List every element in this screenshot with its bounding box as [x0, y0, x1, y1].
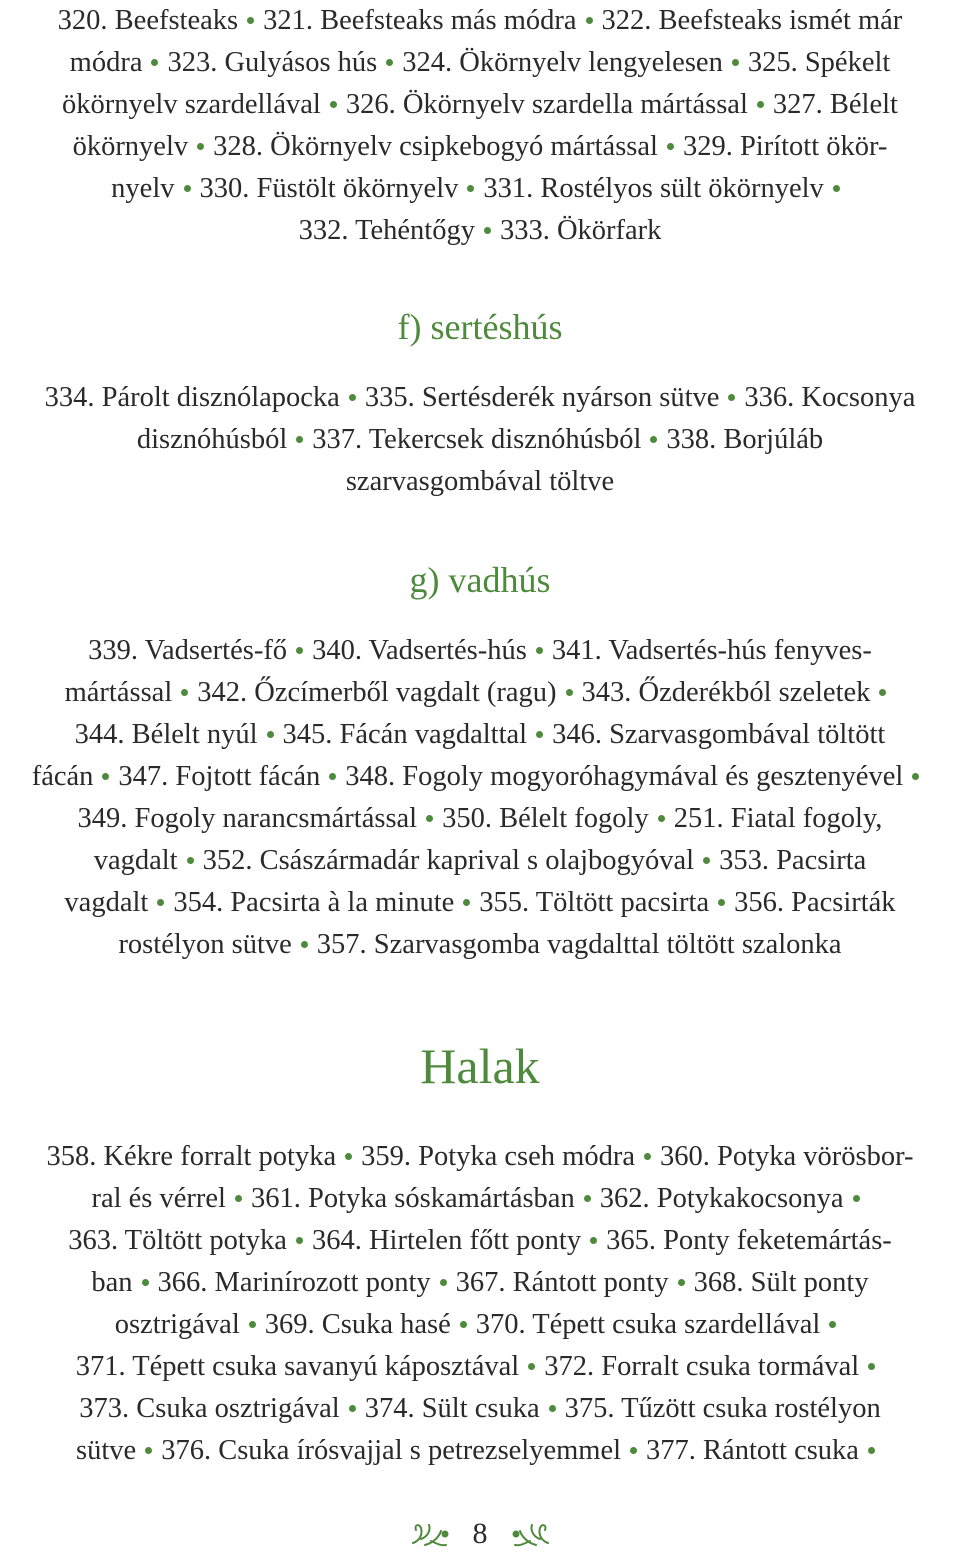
bullet-dot-icon: [667, 143, 674, 150]
recipe-item-text: 370. Tépett csuka szardellával: [475, 1309, 821, 1340]
bullet-dot-icon: [330, 101, 337, 108]
bullet-dot-icon: [329, 773, 336, 780]
recipe-item-text: 329. Pirított ökör-: [682, 131, 888, 162]
recipe-item-text: 336. Kocsonya: [744, 382, 916, 413]
bullet-dot-icon: [235, 1195, 242, 1202]
recipe-item-text: 349. Fogoly narancsmártással: [77, 803, 418, 834]
bullet-dot-icon: [249, 1321, 256, 1328]
recipe-item-text: 348. Fogoly mogyoróhagymával és gesztenyével: [345, 761, 904, 792]
recipe-item-text: 361. Potyka sóskamártásban: [250, 1183, 575, 1214]
text-line: [0, 1178, 960, 1220]
recipe-item-text: 325. Spékelt: [747, 47, 891, 78]
recipe-item-text: 343. Őzderékból szeletek: [581, 677, 871, 708]
recipe-item-text: vagdalt: [93, 845, 178, 876]
text-line: [0, 924, 960, 966]
bullet-dot-icon: [463, 899, 470, 906]
recipe-item-text: vagdalt: [64, 887, 149, 918]
text-line: [0, 714, 960, 756]
bullet-dot-icon: [460, 1321, 467, 1328]
recipe-item-text: 340. Vadsertés-hús: [312, 635, 527, 666]
bullet-dot-icon: [703, 857, 710, 864]
recipe-item-text: 346. Szarvasgombával töltött: [552, 719, 886, 750]
bullet-dot-icon: [829, 1321, 836, 1328]
recipe-item-text: 345. Fácán vagdalttal: [282, 719, 528, 750]
text-line: [0, 1220, 960, 1262]
recipe-item-text: szarvasgombával töltve: [345, 466, 615, 497]
recipe-item-text: 322. Beefsteaks ismét már: [601, 5, 903, 36]
recipe-item-text: disznóhúsból: [136, 424, 288, 455]
recipe-item-text: 354. Pacsirta à la minute: [173, 887, 455, 918]
text-line: [0, 756, 960, 798]
bullet-dot-icon: [296, 1237, 303, 1244]
recipe-item-text: rostélyon sütve: [118, 929, 292, 960]
recipe-item-text: 353. Pacsirta: [719, 845, 867, 876]
bullet-dot-icon: [650, 436, 657, 443]
recipe-item-text: 366. Marinírozott ponty: [157, 1267, 431, 1298]
bullet-dot-icon: [868, 1363, 875, 1370]
bullet-dot-icon: [296, 436, 303, 443]
recipe-item-text: 359. Potyka cseh módra: [361, 1141, 635, 1172]
bullet-dot-icon: [757, 101, 764, 108]
text-line: [0, 0, 960, 42]
bullet-dot-icon: [102, 773, 109, 780]
recipe-item-text: nyelv: [111, 173, 175, 204]
recipe-item-text: 327. Bélelt: [772, 89, 898, 120]
text-line: [0, 1430, 960, 1472]
recipe-item-text: 372. Forralt csuka tormával: [544, 1351, 860, 1382]
text-line: [0, 1388, 960, 1430]
bullet-dot-icon: [151, 59, 158, 66]
recipe-item-text: 324. Ökörnyelv lengyelesen: [402, 47, 723, 78]
bullet-dot-icon: [879, 689, 886, 696]
recipe-item-text: 323. Gulyásos hús: [167, 47, 378, 78]
recipe-item-text: 363. Töltött potyka: [68, 1225, 287, 1256]
text-line: [0, 377, 960, 419]
text-line: [0, 882, 960, 924]
text-line: [0, 461, 960, 503]
bullet-dot-icon: [157, 899, 164, 906]
section-heading-pork: f) sertéshús: [397, 307, 563, 347]
left-ornament-icon: [409, 1519, 451, 1549]
recipe-item-text: 331. Rostélyos sült ökörnyelv: [483, 173, 824, 204]
recipe-item-text: 338. Borjúláb: [666, 424, 824, 455]
bullet-dot-icon: [728, 394, 735, 401]
recipe-item-text: 360. Potyka vörösbor-: [659, 1141, 914, 1172]
recipe-item-text: 337. Tekercsek disznóhúsból: [312, 424, 642, 455]
text-line: [0, 1262, 960, 1304]
bullet-dot-icon: [145, 1447, 152, 1454]
text-line: [0, 798, 960, 840]
bullet-dot-icon: [440, 1279, 447, 1286]
recipe-item-text: 320. Beefsteaks: [57, 5, 239, 36]
recipe-item-text: mártással: [64, 677, 173, 708]
text-line: [0, 210, 960, 252]
recipe-item-text: 376. Csuka írósvajjal s petrezselyemmel: [161, 1435, 622, 1466]
recipe-item-text: 374. Sült csuka: [364, 1393, 540, 1424]
bullet-dot-icon: [197, 143, 204, 150]
bullet-dot-icon: [732, 59, 739, 66]
recipe-item-text: 333. Ökörfark: [499, 215, 662, 246]
recipe-item-text: 334. Párolt disznólapocka: [44, 382, 340, 413]
recipe-item-text: 344. Bélelt nyúl: [74, 719, 258, 750]
bullet-dot-icon: [349, 394, 356, 401]
recipe-item-text: 326. Ökörnyelv szardella mártással: [345, 89, 748, 120]
bullet-dot-icon: [181, 689, 188, 696]
pork-recipe-list: [0, 377, 960, 503]
bullet-dot-icon: [586, 17, 593, 24]
bullet-dot-icon: [853, 1195, 860, 1202]
text-line: [0, 630, 960, 672]
bullet-dot-icon: [187, 857, 194, 864]
text-line: [0, 42, 960, 84]
text-line: [0, 1346, 960, 1388]
text-line: [0, 1304, 960, 1346]
recipe-item-text: 371. Tépett csuka savanyú káposztával: [75, 1351, 520, 1382]
recipe-item-text: 356. Pacsirták: [734, 887, 896, 918]
bullet-dot-icon: [247, 17, 254, 24]
bullet-dot-icon: [833, 185, 840, 192]
bullet-dot-icon: [467, 185, 474, 192]
chapter-heading-fish: Halak: [420, 1038, 540, 1094]
recipe-item-text: 251. Fiatal fogoly,: [673, 803, 883, 834]
recipe-item-text: 367. Rántott ponty: [455, 1267, 669, 1298]
text-line: [0, 419, 960, 461]
bullet-dot-icon: [301, 941, 308, 948]
recipe-item-text: 364. Hirtelen főtt ponty: [311, 1225, 582, 1256]
recipe-item-text: ral és vérrel: [91, 1183, 226, 1214]
text-line: [0, 840, 960, 882]
bullet-dot-icon: [536, 731, 543, 738]
game-recipe-list: [0, 630, 960, 966]
bullet-dot-icon: [644, 1153, 651, 1160]
bullet-dot-icon: [267, 731, 274, 738]
page-footer: [0, 1512, 960, 1556]
bullet-dot-icon: [345, 1153, 352, 1160]
bullet-dot-icon: [386, 59, 393, 66]
text-line: [0, 84, 960, 126]
recipe-item-text: 342. Őzcímerből vagdalt (ragu): [197, 677, 557, 708]
bullet-dot-icon: [142, 1279, 149, 1286]
recipe-item-text: 321. Beefsteaks más módra: [263, 5, 577, 36]
fish-recipe-list: [0, 1136, 960, 1472]
recipe-item-text: fácán: [31, 761, 94, 792]
bullet-dot-icon: [566, 689, 573, 696]
recipe-item-text: 369. Csuka hasé: [264, 1309, 451, 1340]
bullet-dot-icon: [426, 815, 433, 822]
bullet-dot-icon: [549, 1405, 556, 1412]
bullet-dot-icon: [718, 899, 725, 906]
recipe-item-text: ökörnyelv szardellával: [62, 89, 321, 120]
bullet-dot-icon: [678, 1279, 685, 1286]
bullet-dot-icon: [868, 1447, 875, 1454]
bullet-dot-icon: [349, 1405, 356, 1412]
bullet-dot-icon: [658, 815, 665, 822]
bullet-dot-icon: [536, 647, 543, 654]
bullet-dot-icon: [528, 1363, 535, 1370]
recipe-item-text: sütve: [76, 1435, 137, 1466]
recipe-item-text: 377. Rántott csuka: [646, 1435, 859, 1466]
recipe-item-text: 362. Potykakocsonya: [599, 1183, 844, 1214]
text-line: [0, 126, 960, 168]
recipe-item-text: 365. Ponty feketemártás-: [606, 1225, 892, 1256]
recipe-item-text: 350. Bélelt fogoly: [442, 803, 649, 834]
recipe-item-text: osztrigával: [114, 1309, 240, 1340]
bullet-dot-icon: [912, 773, 919, 780]
recipe-item-text: 375. Tűzött csuka rostélyon: [564, 1393, 881, 1424]
recipe-item-text: 368. Sült ponty: [693, 1267, 869, 1298]
recipe-item-text: ban: [91, 1267, 133, 1298]
bullet-dot-icon: [184, 185, 191, 192]
recipe-item-text: 357. Szarvasgomba vagdalttal töltött szalonka: [316, 929, 842, 960]
text-line: [0, 1136, 960, 1178]
recipe-item-text: módra: [69, 47, 143, 78]
beef-recipe-list: [0, 0, 960, 252]
recipe-item-text: 373. Csuka osztrigával: [79, 1393, 340, 1424]
right-ornament-icon: [510, 1519, 552, 1549]
recipe-item-text: 335. Sertésderék nyárson sütve: [364, 382, 720, 413]
section-heading-game: g) vadhús: [409, 560, 551, 600]
recipe-item-text: 328. Ökörnyelv csipkebogyó mártással: [213, 131, 658, 162]
bullet-dot-icon: [296, 647, 303, 654]
text-line: [0, 168, 960, 210]
text-line: [0, 672, 960, 714]
bullet-dot-icon: [630, 1447, 637, 1454]
bullet-dot-icon: [484, 227, 491, 234]
recipe-item-text: ökörnyelv: [72, 131, 189, 162]
page-number: 8: [472, 1517, 488, 1550]
recipe-item-text: 347. Fojtott fácán: [118, 761, 321, 792]
recipe-item-text: 330. Füstölt ökörnyelv: [199, 173, 459, 204]
bullet-dot-icon: [584, 1195, 591, 1202]
recipe-item-text: 358. Kékre forralt potyka: [46, 1141, 337, 1172]
recipe-item-text: 341. Vadsertés-hús fenyves-: [551, 635, 872, 666]
recipe-item-text: 355. Töltött pacsirta: [479, 887, 710, 918]
recipe-item-text: 332. Tehéntőgy: [298, 215, 475, 246]
recipe-item-text: 339. Vadsertés-fő: [88, 635, 288, 666]
recipe-item-text: 352. Császármadár kaprival s olajbogyóval: [202, 845, 695, 876]
bullet-dot-icon: [590, 1237, 597, 1244]
